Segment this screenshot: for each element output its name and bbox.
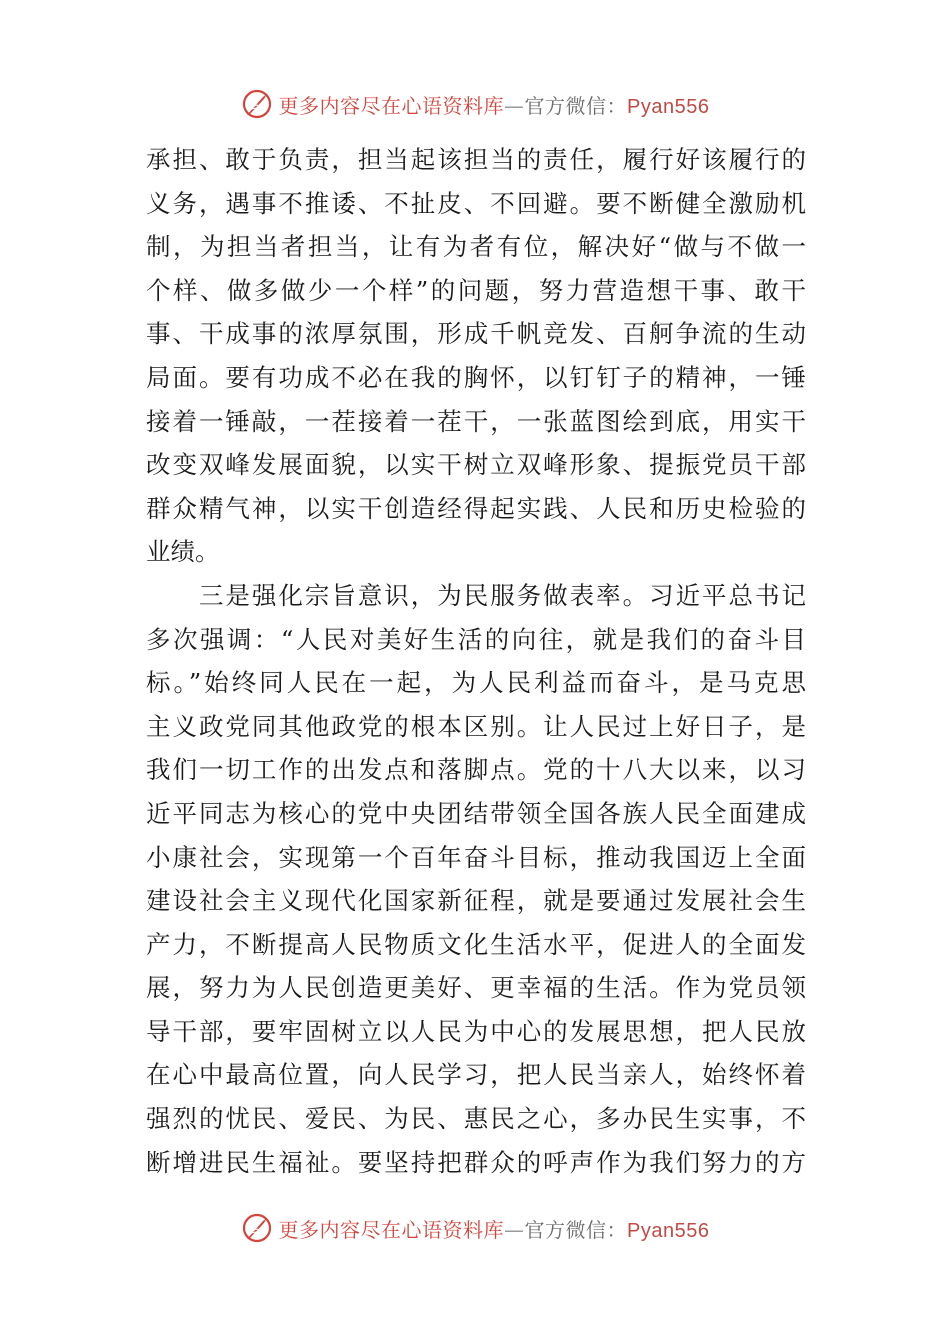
quill-pen-logo-icon [241,1212,273,1244]
text-line: 个样、做多做少一个样”的问题，努力营造想干事、敢干 [146,275,806,305]
text-line: 断增进民生福祉。要坚持把群众的呼声作为我们努力的方 [146,1147,806,1177]
banner-slogan: 更多内容尽在心语资料库 [278,1217,505,1242]
text-line: 事、干成事的浓厚氛围，形成千帆竞发、百舸争流的生动 [146,319,806,349]
text-line: 改变双峰发展面貌，以实干树立双峰形象、提振党员干部 [146,450,806,480]
banner-caption [279,1214,710,1243]
banner-slogan: 更多内容尽在心语资料库 [278,93,505,118]
banner-wechat-id: Pyan556 [627,1219,710,1242]
text-line: 展，努力为人民创造更美好、更幸福的生活。作为党员领 [146,973,806,1003]
text-line: 产力，不断提高人民物质文化生活水平，促进人的全面发 [146,929,806,959]
text-line-paragraph-start: 三是强化宗旨意识，为民服务做表率。习近平总书记 [146,580,806,610]
header-banner [0,84,950,124]
text-line: 制，为担当者担当，让有为者有位，解决好“做与不做一 [146,232,806,262]
text-line: 在心中最高位置，向人民学习，把人民当亲人，始终怀着 [146,1060,806,1090]
text-line: 我们一切工作的出发点和落脚点。党的十八大以来，以习 [146,755,806,785]
text-line: 建设社会主义现代化国家新征程，就是要通过发展社会生 [146,886,806,916]
text-line: 小康社会，实现第一个百年奋斗目标，推动我国迈上全面 [146,842,806,872]
text-line: 义务，遇事不推诿、不扯皮、不回避。要不断健全激励机 [146,188,806,218]
banner-wechat-id: Pyan556 [627,95,710,118]
banner-dash: — [504,93,525,118]
text-line: 局面。要有功成不必在我的胸怀，以钉钉子的精神，一锤 [146,362,806,392]
document-body [146,138,806,1184]
text-line-paragraph-end: 业绩。 [146,537,220,567]
quill-pen-logo-icon [241,88,273,120]
banner-dash: — [504,1217,525,1242]
text-line: 群众精气神，以实干创造经得起实践、人民和历史检验的 [146,493,806,523]
banner-caption [279,90,710,119]
text-line: 强烈的忧民、爱民、为民、惠民之心，多办民生实事，不 [146,1104,806,1134]
banner-wechat-label: 官方微信： [524,93,628,118]
text-line: 承担、敢于负责，担当起该担当的责任，履行好该履行的 [146,145,806,174]
text-line: 多次强调：“人民对美好生活的向往，就是我们的奋斗目 [146,624,806,654]
text-line: 主义政党同其他政党的根本区别。让人民过上好日子，是 [146,711,806,741]
footer-banner [0,1208,950,1248]
banner-wechat-label: 官方微信： [524,1217,628,1242]
text-line: 导干部，要牢固树立以人民为中心的发展思想，把人民放 [146,1016,806,1046]
text-line: 近平同志为核心的党中央团结带领全国各族人民全面建成 [146,798,806,828]
text-line: 标。”始终同人民在一起，为人民利益而奋斗，是马克思 [146,668,806,698]
text-line: 接着一锤敲，一茬接着一茬干，一张蓝图绘到底，用实干 [146,406,806,436]
